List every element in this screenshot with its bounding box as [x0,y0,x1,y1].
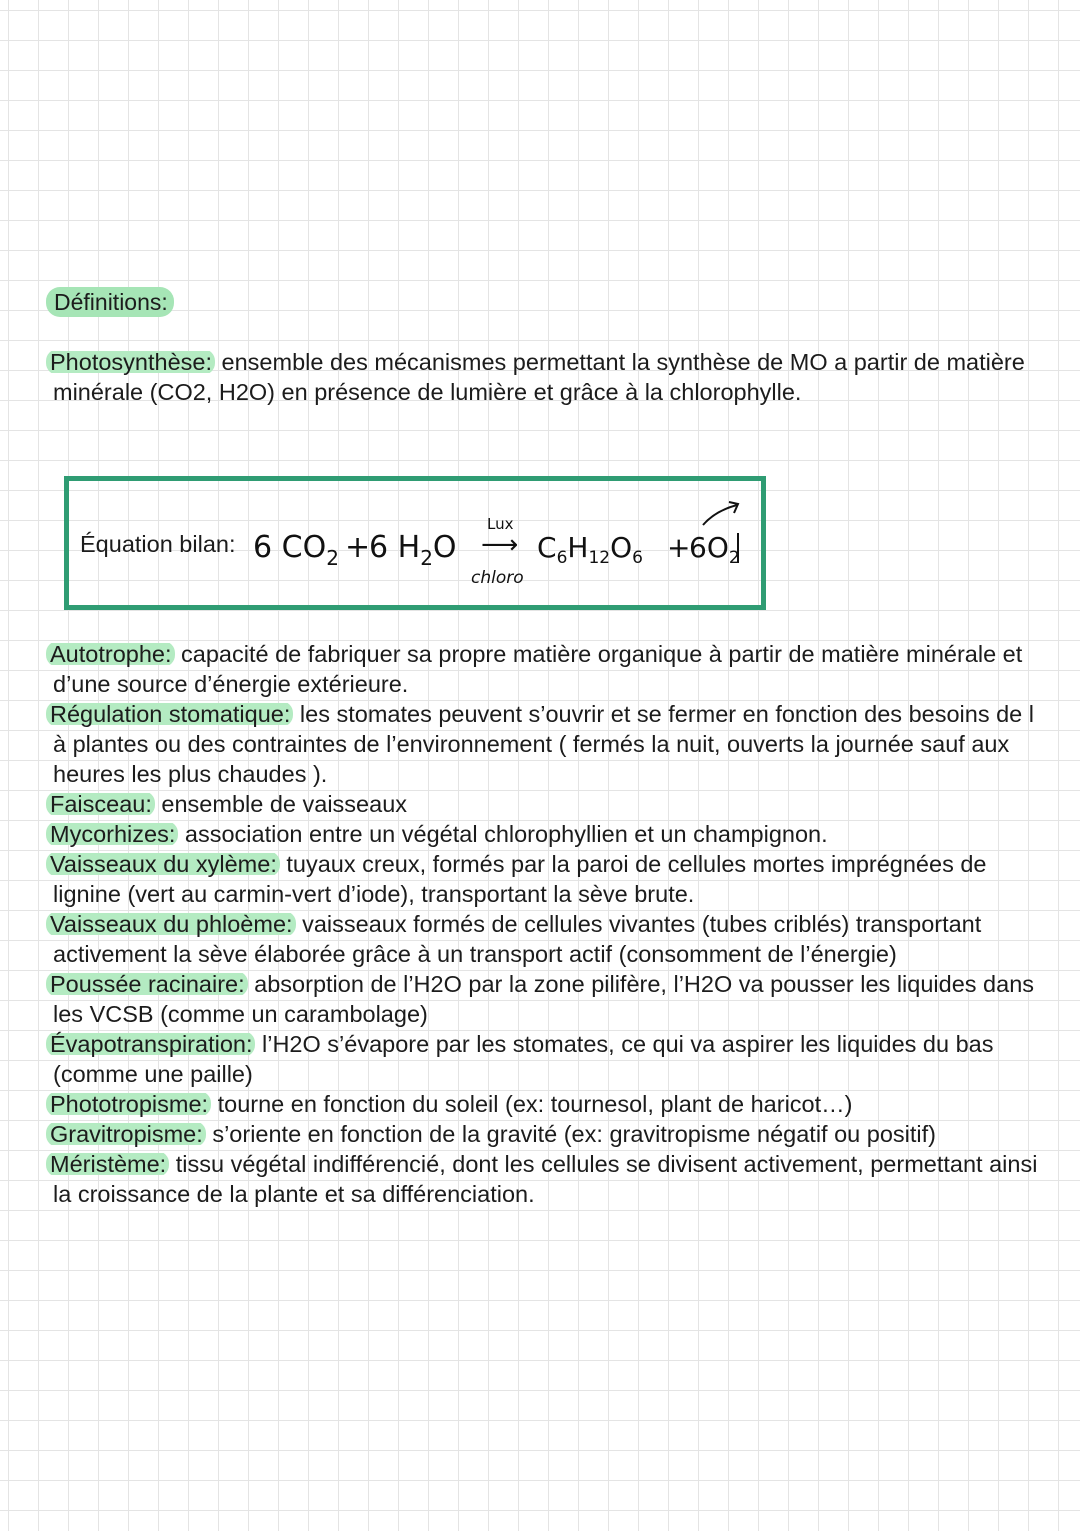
definition-item [50,849,1053,909]
definition-item [50,1119,1053,1149]
definition-text: tissu végétal indifférencié, dont les cellules se divisent activement, permettant ainsi la croissance de la plante et sa différenciation. [53,1151,1038,1207]
term-highlight: Gravitropisme: [46,1121,206,1147]
definition-text: les stomates peuvent s’ouvrir et se fermer en fonction des besoins de l à plantes ou des contraintes de l’environnement ( fermés la nuit, ouverts la journée sauf aux heures les plus chaudes ). [53,701,1035,787]
equation-condition-chlorophyll: chloro [471,568,524,588]
gas-release-arrow-icon [703,505,737,525]
definition-item [50,969,1053,1029]
equation-condition-light: Lux [487,515,514,533]
definition-item [50,1089,1053,1119]
equation-arrow: ⟶ [481,530,519,560]
term-highlight: Méristème: [46,1151,169,1177]
equation-product-o2: $6O_2$ [689,531,740,568]
term-highlight: Poussée racinaire: [46,971,248,997]
section-title: Définitions: [46,287,174,317]
term-highlight: Autotrophe: [46,641,175,667]
definition-text: tuyaux creux, formés par la paroi de cellules mortes imprégnées de lignine (vert au carmin-vert d’iode), transportant la sève brute. [53,851,987,907]
definition-text: tourne en fonction du soleil (ex: tournesol, plant de haricot…) [211,1091,853,1117]
definition-text: l’H2O s’évapore par les stomates, ce qui va aspirer les liquides du bas (comme une paille) [53,1031,994,1087]
definitions-list [50,639,1053,1209]
definition-text: capacité de fabriquer sa propre matière organique à partir de matière minérale et d’une source d’énergie extérieure. [53,641,1023,697]
term-highlight: Vaisseaux du xylème: [46,851,280,877]
definition-text: s’oriente en fonction de la gravité (ex: gravitropisme négatif ou positif) [205,1121,936,1147]
term-highlight: Phototropisme: [46,1091,211,1117]
equation-reactant-co2: 6 $CO_2$ [253,530,339,570]
definition-item [50,1029,1053,1089]
definition-text: vaisseaux formés de cellules vivantes (tubes criblés) transportant activement la sève élaborée grâce à un transport actif (consomment de l’énergie) [53,911,982,967]
definition-text: association entre un végétal chlorophyllien et un champignon. [178,821,828,847]
definition-text: ensemble des mécanismes permettant la synthèse de MO a partir de matière minérale (CO2, H2O) en présence de lumière et grâce à la chlorophylle. [53,349,1025,405]
definition-item [50,699,1053,789]
term-highlight: Faisceau: [46,791,155,817]
equation-plus: + [345,530,371,565]
definition-item [50,1149,1053,1209]
definition-item [50,639,1053,699]
definition-photosynthese [50,347,1043,407]
equation-product-glucose: $C_6H_{12}O_6$ [537,531,643,568]
term-highlight: Régulation stomatique: [46,701,293,727]
equation-label: Équation bilan: [80,531,236,557]
equation-box [64,476,766,610]
term-highlight: Vaisseaux du phloème: [46,911,296,937]
equation-plus: + [667,531,691,564]
definition-item [50,909,1053,969]
definition-text: absorption de l’H2O par la zone pilifère, l’H2O va pousser les liquides dans les VCSB (comme un carambolage) [53,971,1035,1027]
equation-handwritten [249,491,749,591]
definition-item [50,819,1053,849]
term-highlight: Mycorhizes: [46,821,178,847]
definition-text: ensemble de vaisseaux [154,791,408,817]
term-highlight: Photosynthèse: [46,349,215,375]
term-highlight: Évapotranspiration: [46,1031,255,1057]
equation-reactant-h2o: 6 $H_2O$ [369,530,457,570]
definition-item [50,789,1053,819]
